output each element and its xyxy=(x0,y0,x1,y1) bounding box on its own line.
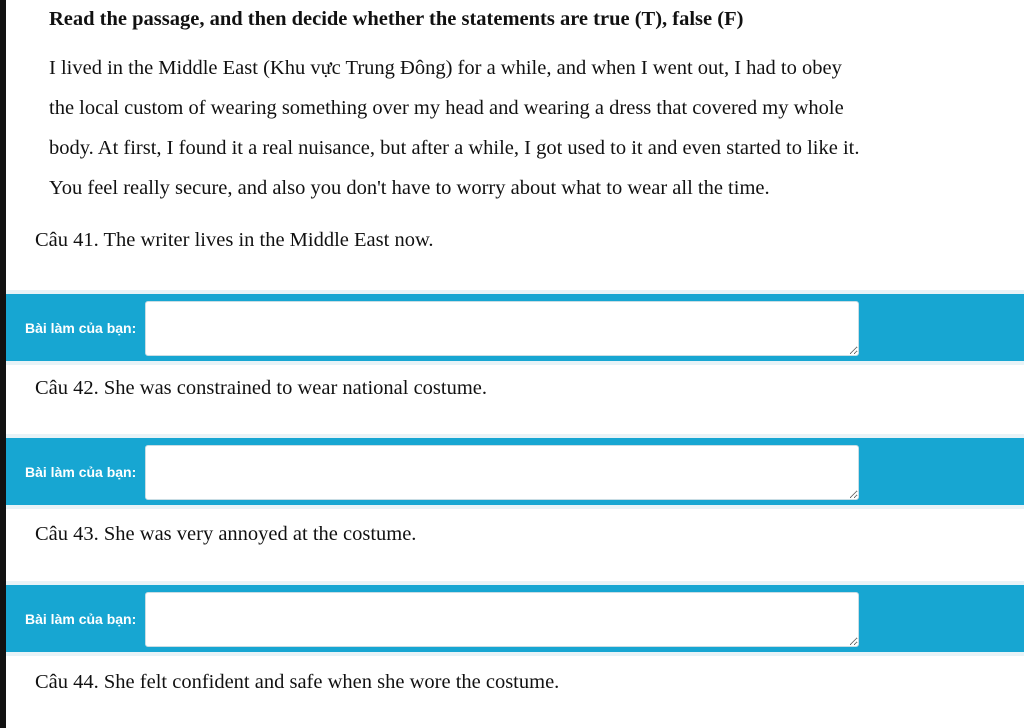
passage-line: You feel really secure, and also you don't have to worry about what to wear all the time. xyxy=(49,177,770,199)
answer-bar-42 xyxy=(6,434,1024,509)
answer-label: Bài làm của bạn: xyxy=(25,319,137,336)
answer-bar-43 xyxy=(6,581,1024,656)
question-41: Câu 41. The writer lives in the Middle East now. xyxy=(35,229,434,251)
answer-label: Bài làm của bạn: xyxy=(25,463,137,480)
answer-bar-41 xyxy=(6,290,1024,365)
question-42: Câu 42. She was constrained to wear national costume. xyxy=(35,377,488,399)
reading-passage xyxy=(49,48,1009,208)
question-44: Câu 44. She felt confident and safe when she wore the costume. xyxy=(35,671,560,693)
answer-input-43[interactable] xyxy=(145,592,859,647)
passage-line: I lived in the Middle East (Khu vực Trung Đông) for a while, and when I went out, I had to obey xyxy=(49,57,842,79)
answer-label: Bài làm của bạn: xyxy=(25,610,137,627)
passage-line: body. At first, I found it a real nuisance, but after a while, I got used to it and even started to like it. xyxy=(49,137,860,159)
answer-input-41[interactable] xyxy=(145,301,859,356)
answer-input-42[interactable] xyxy=(145,445,859,500)
question-43: Câu 43. She was very annoyed at the costume. xyxy=(35,523,417,545)
exercise-instruction: Read the passage, and then decide whether the statements are true (T), false (F) xyxy=(49,8,744,30)
passage-line: the local custom of wearing something over my head and wearing a dress that covered my whole xyxy=(49,97,844,119)
